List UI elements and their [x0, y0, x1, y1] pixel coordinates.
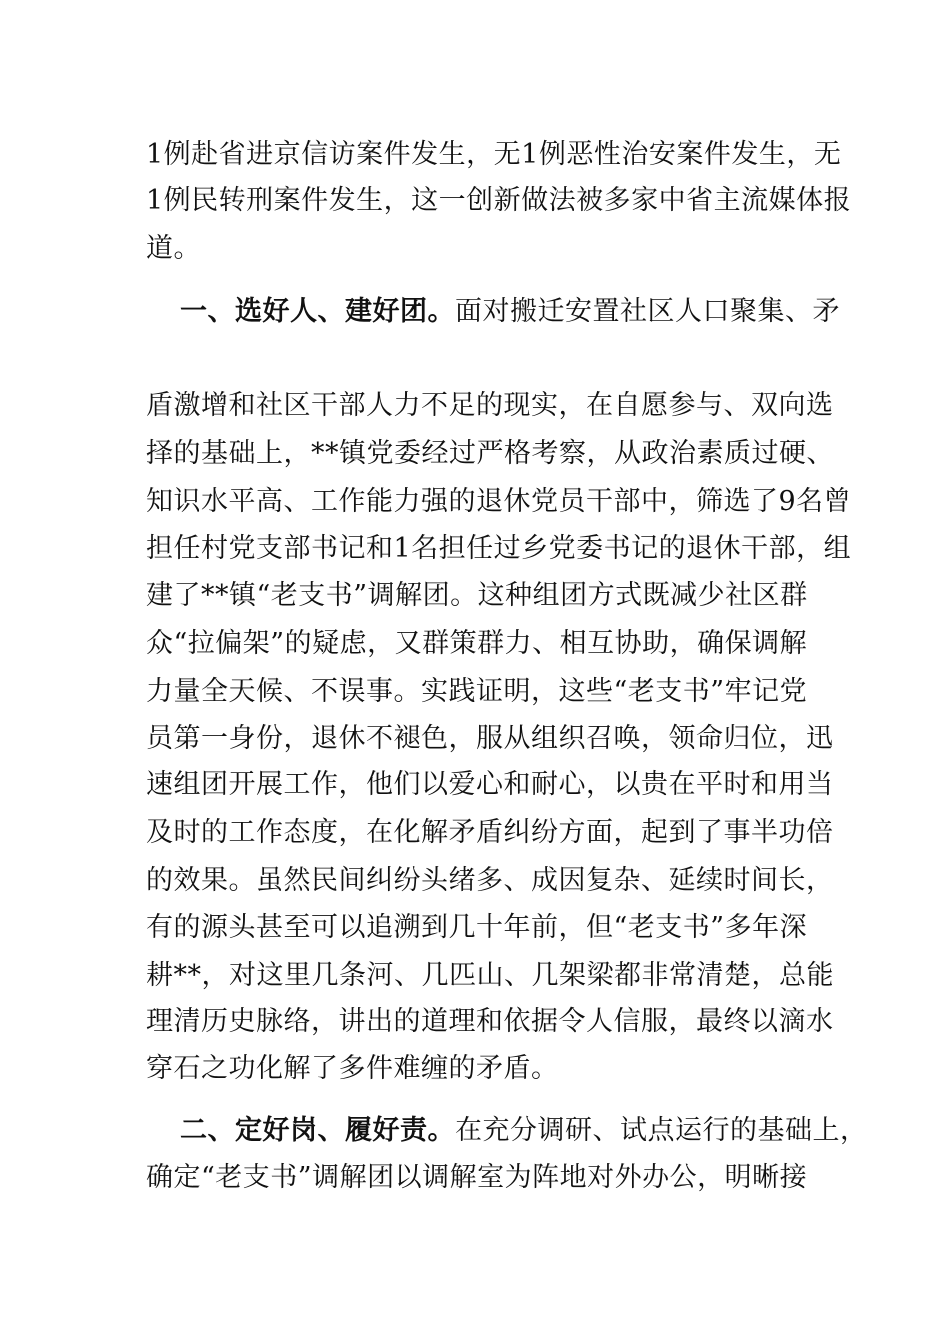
text-line-18: 耕**，对这里几条河、几匹山、几架梁都非常清楚，总能	[146, 960, 834, 991]
text-line-13: 员第一身份，退休不褪色，服从组织召唤，领命归位，迅	[146, 723, 834, 754]
section-2-heading: 二、定好岗、履好责。	[180, 1115, 455, 1146]
text-line-8: 知识水平高、工作能力强的退休党员干部中，筛选了9名曾	[146, 486, 852, 517]
text-line-15: 及时的工作态度，在化解矛盾纠纷方面，起到了事半功倍	[146, 817, 834, 848]
text-line-22: 确定“老支书”调解团以调解室为阵地对外办公，明晰接	[146, 1162, 808, 1193]
section-1-text: 面对搬迁安置社区人口聚集、矛	[455, 296, 840, 327]
text-line-7: 择的基础上，**镇党委经过严格考察，从政治素质过硬、	[146, 438, 834, 469]
text-line-16: 的效果。虽然民间纠纷头绪多、成因复杂、延续时间长，	[146, 865, 834, 896]
text-line-2: 1例民转刑案件发生，这一创新做法被多家中省主流媒体报	[146, 185, 852, 216]
section-2-first-line	[180, 1109, 868, 1153]
text-line-10: 建了**镇“老支书”调解团。这种组团方式既减少社区群	[146, 580, 808, 611]
section-1-heading: 一、选好人、建好团。	[180, 296, 455, 327]
text-line-19: 理清历史脉络，讲出的道理和依据令人信服，最终以滴水	[146, 1006, 834, 1037]
text-line-6: 盾激增和社区干部人力不足的现实，在自愿参与、双向选	[146, 390, 834, 421]
text-line-9: 担任村党支部书记和1名担任过乡党委书记的退休干部，组	[146, 533, 852, 564]
section-1-first-line	[180, 290, 840, 334]
section-2-text: 在充分调研、试点运行的基础上，	[455, 1115, 868, 1146]
text-line-20: 穿石之功化解了多件难缠的矛盾。	[146, 1053, 559, 1084]
text-line-11: 众“拉偏架”的疑虑，又群策群力、相互协助，确保调解	[146, 628, 808, 659]
text-line-14: 速组团开展工作，他们以爱心和耐心，以贵在平时和用当	[146, 769, 834, 800]
text-line-17: 有的源头甚至可以追溯到几十年前，但“老支书”多年深	[146, 912, 808, 943]
text-line-1: 1例赴省进京信访案件发生，无1例恶性治安案件发生，无	[146, 139, 842, 170]
text-line-12: 力量全天候、不误事。实践证明，这些“老支书”牢记党	[146, 676, 808, 707]
text-line-3: 道。	[146, 233, 201, 264]
